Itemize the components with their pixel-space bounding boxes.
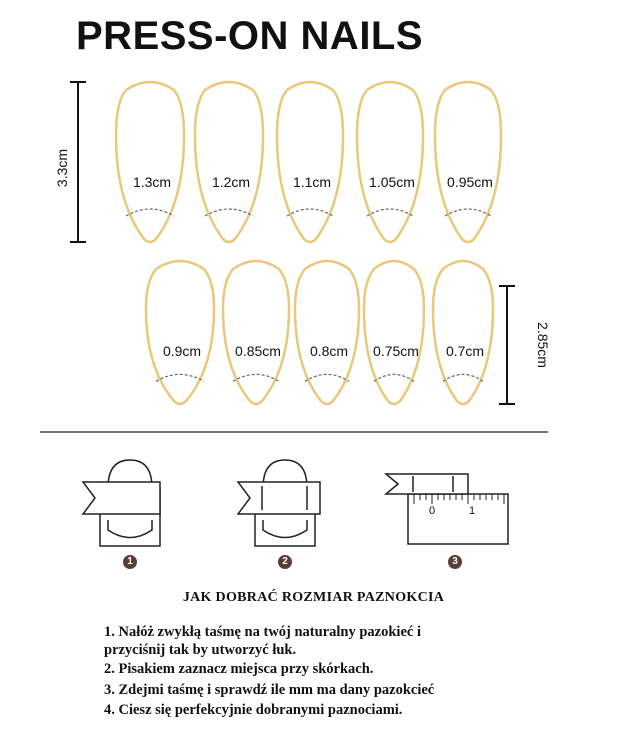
- height-bar-left: [70, 82, 86, 242]
- cuticle-arc-2-4: [374, 374, 414, 381]
- page-title: PRESS-ON NAILS: [76, 14, 424, 58]
- nail-size-label-2-4: 0.75cm: [373, 342, 419, 359]
- cuticle-arc-2-5: [443, 374, 483, 381]
- step3-illustration: [386, 474, 508, 544]
- cuticle-arc-2-3: [305, 374, 349, 381]
- instruction-line-2: 2. Pisakiem zaznacz miejsca przy skórkach.: [104, 661, 374, 677]
- nail-outline-1-3: [277, 82, 343, 242]
- cuticle-arc-1-1: [126, 209, 174, 216]
- step1-illustration: [83, 460, 160, 546]
- nail-size-label-1-1: 1.3cm: [132, 173, 172, 190]
- nail-size-label-2-1: 0.9cm: [162, 342, 202, 359]
- nail-outline-2-4: [364, 261, 424, 404]
- cuticle-arc-2-1: [156, 374, 204, 381]
- nail-outline-1-1: [116, 82, 184, 242]
- height-bar-right: [499, 286, 515, 404]
- nail-outline-1-4: [357, 82, 423, 242]
- step-badge-3: 3: [448, 555, 462, 569]
- nail-size-label-2-5: 0.7cm: [445, 342, 485, 359]
- step-badge-2: 2: [278, 555, 292, 569]
- nail-outline-2-1: [146, 261, 214, 404]
- instructions-heading: JAK DOBRAĆ ROZMIAR PAZNOKCIA: [182, 590, 445, 605]
- nail-size-label-1-5: 0.95cm: [447, 173, 493, 190]
- step-badge-1: 1: [123, 555, 137, 569]
- cuticle-arc-1-4: [367, 209, 413, 216]
- nail-size-label-2-2: 0.85cm: [235, 342, 281, 359]
- cuticle-arc-1-5: [445, 209, 491, 216]
- nail-outline-2-3: [295, 261, 359, 404]
- instruction-line-1b: przyciśnij tak by utworzyć łuk.: [104, 642, 297, 658]
- nail-size-label-2-3: 0.8cm: [309, 342, 349, 359]
- instruction-line-4: 4. Ciesz się perfekcyjnie dobranymi paznociami.: [104, 702, 403, 718]
- nail-size-label-1-3: 1.1cm: [292, 173, 332, 190]
- nail-outline-2-2: [223, 261, 289, 404]
- ruler-label-zero: 0: [429, 505, 436, 517]
- nail-size-label-1-2: 1.2cm: [211, 173, 251, 190]
- nail-outline-1-2: [195, 82, 263, 242]
- cuticle-arc-1-2: [205, 209, 253, 216]
- nail-outline-2-5: [433, 261, 493, 404]
- section-divider: [40, 431, 548, 433]
- step2-illustration: [238, 460, 320, 546]
- cuticle-arc-1-3: [287, 209, 333, 216]
- ruler-label-one: 1: [469, 505, 476, 517]
- height-label-right: 2.85cm: [534, 322, 551, 368]
- instruction-line-1a: 1. Nałóż zwykłą taśmę na twój naturalny pazokieć i: [104, 624, 421, 640]
- cuticle-arc-2-2: [233, 374, 279, 381]
- nail-outline-1-5: [435, 82, 501, 242]
- instruction-line-3: 3. Zdejmi taśmę i sprawdź ile mm ma dany pazokcieć: [104, 682, 435, 698]
- nail-size-label-1-4: 1.05cm: [369, 173, 415, 190]
- height-label-left: 3.3cm: [54, 148, 71, 188]
